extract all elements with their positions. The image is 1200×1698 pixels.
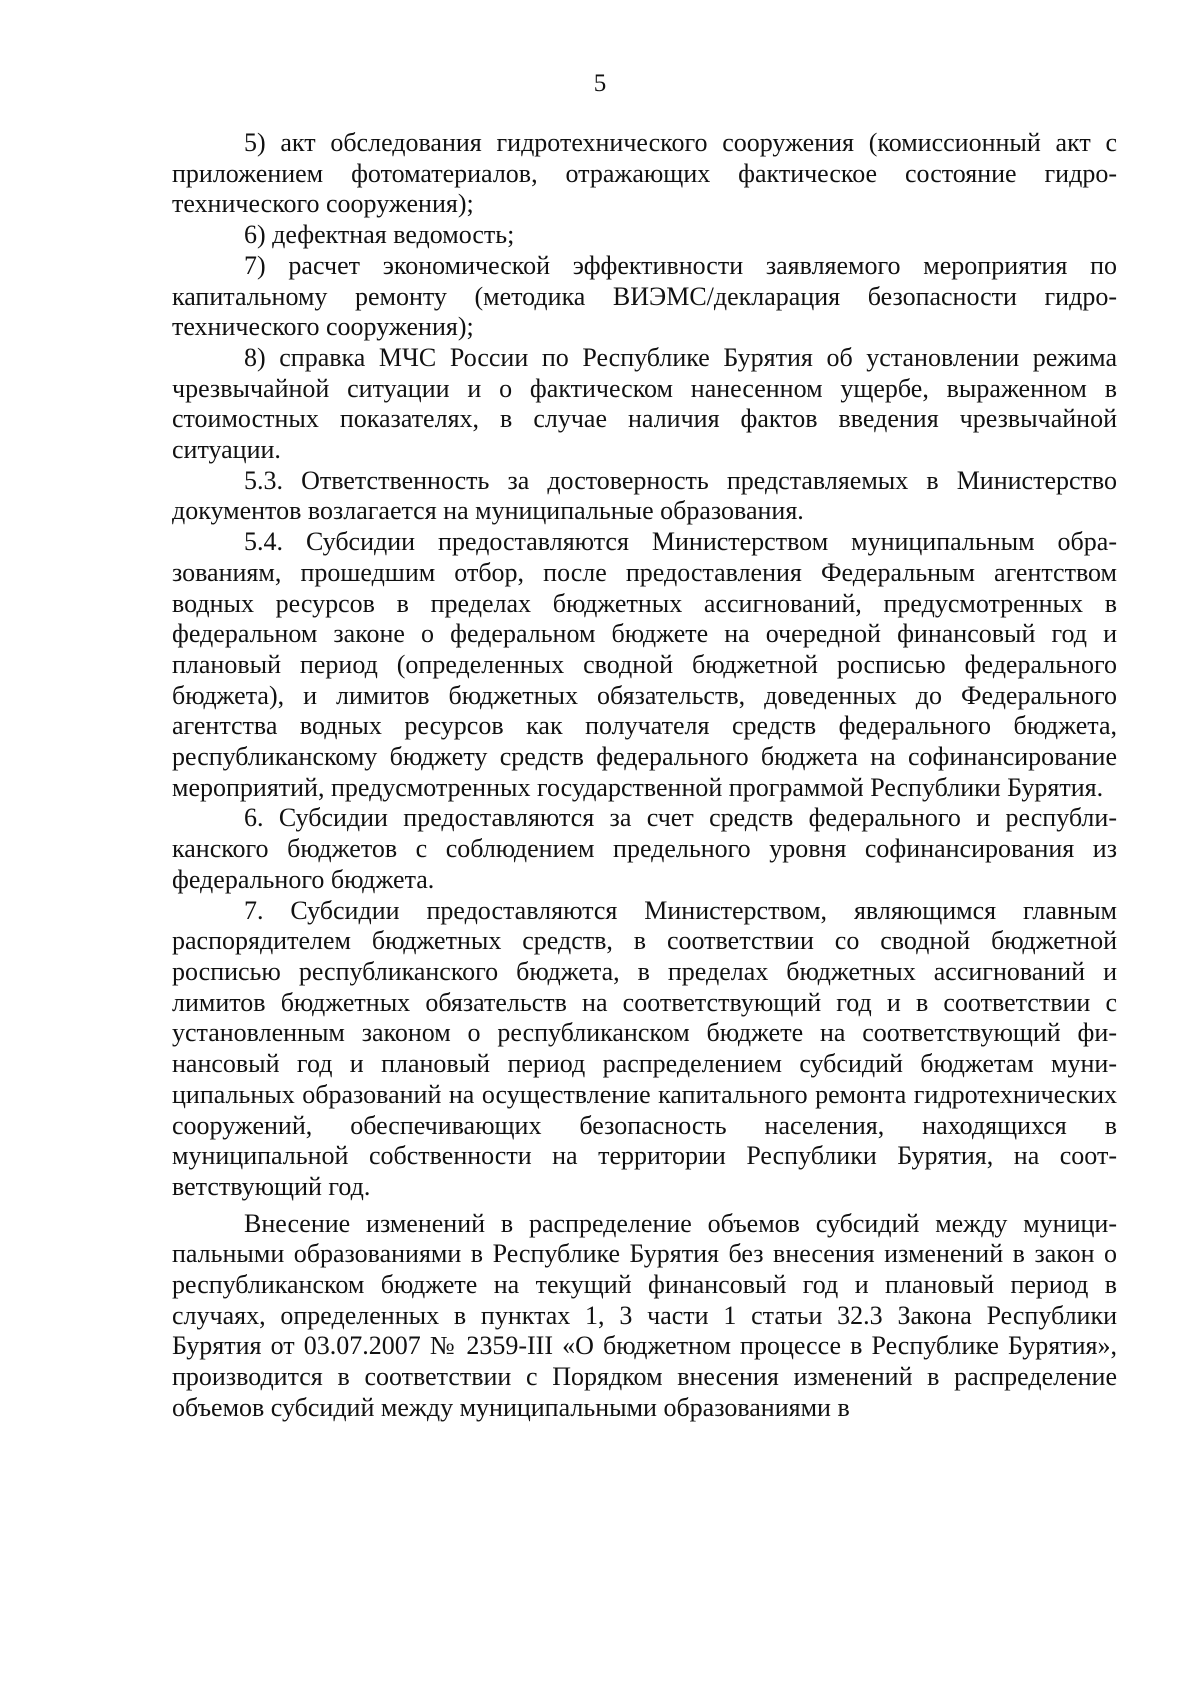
paragraph-5-4: 5.4. Субсидии предоставляются Министерством муниципальным образованиям, прошедшим отбор, после предоставления Федеральным агентством водных ресурсов в пределах бюджетных ассигнований, предусмотренных в федеральном законе о федеральном бюджете на очередной финансовый год и плановый период (определенных сводной бюджетной росписью федерального бюджета), и лимитов бюджетных обязательств, доведенных до Федерального агентства водных ресурсов как получателя средств федерального бюджета, республиканскому бюджету средств федерального бюджета на софинансирование мероприятий, предусмотренных государственной программой Республики Бурятия. (172, 527, 1117, 802)
paragraph-item-5: 5) акт обследования гидротехнического сооружения (комиссионный акт с приложением фотоматериалов, отражающих фактическое состояние гидротехнического сооружения); (172, 128, 1117, 219)
paragraph-7: 7. Субсидии предоставляются Министерством, являющимся главным распорядителем бюджетных средств, в соответствии со сводной бюджетной росписью республиканского бюджета, в пределах бюджетных ассигнований и лимитов бюджетных обязательств на соответствующий год и в соответствии с установленным законом о республиканском бюджете на соответствующий финансовый год и плановый период распределением субсидий бюджетам муниципальных образований на осуществление капитального ремонта гидротехнических сооружений, обеспечивающих безопасность населения, находящихся в муниципальной собственности на территории Республики Бурятия, на соответствующий год. (172, 895, 1117, 1201)
paragraph-item-7: 7) расчет экономической эффективности заявляемого мероприятия по капитальному ремонту (методика ВИЭМС/декларация безопасности гидротехнического сооружения); (172, 250, 1117, 342)
paragraph-item-6: 6) дефектная ведомость; (244, 220, 515, 250)
paragraph-6: 6. Субсидии предоставляются за счет средств федерального и республиканского бюджетов с соблюдением предельного уровня софинансирования из федерального бюджета. (172, 803, 1117, 894)
paragraph-amendments: Внесение изменений в распределение объемов субсидий между муниципальными образованиями в Республике Бурятия без внесения изменений в закон о республиканском бюджете на текущий финансовый год и плановый период в случаях, определенных в пунктах 1, 3 части 1 статьи 32.3 Закона Республики Бурятия от 03.07.2007 № 2359-III «О бюджетном процессе в Республике Бурятия», производится в соответствии с Порядком внесения изменений в распределение объемов субсидий между муниципальными образованиями в (172, 1208, 1117, 1422)
page-number: 5 (593, 70, 607, 97)
paragraph-item-8: 8) справка МЧС России по Республике Бурятия об установлении режима чрезвычайной ситуации и о фактическом нанесенном ущербе, выраженном в стоимостных показателях, в случае наличия фактов введения чрезвычайной ситуации. (172, 342, 1117, 465)
document-body (172, 128, 1117, 1424)
paragraph-5-3: 5.3. Ответственность за достоверность представляемых в Министерство документов возлагается на муниципальные образования. (172, 465, 1117, 526)
